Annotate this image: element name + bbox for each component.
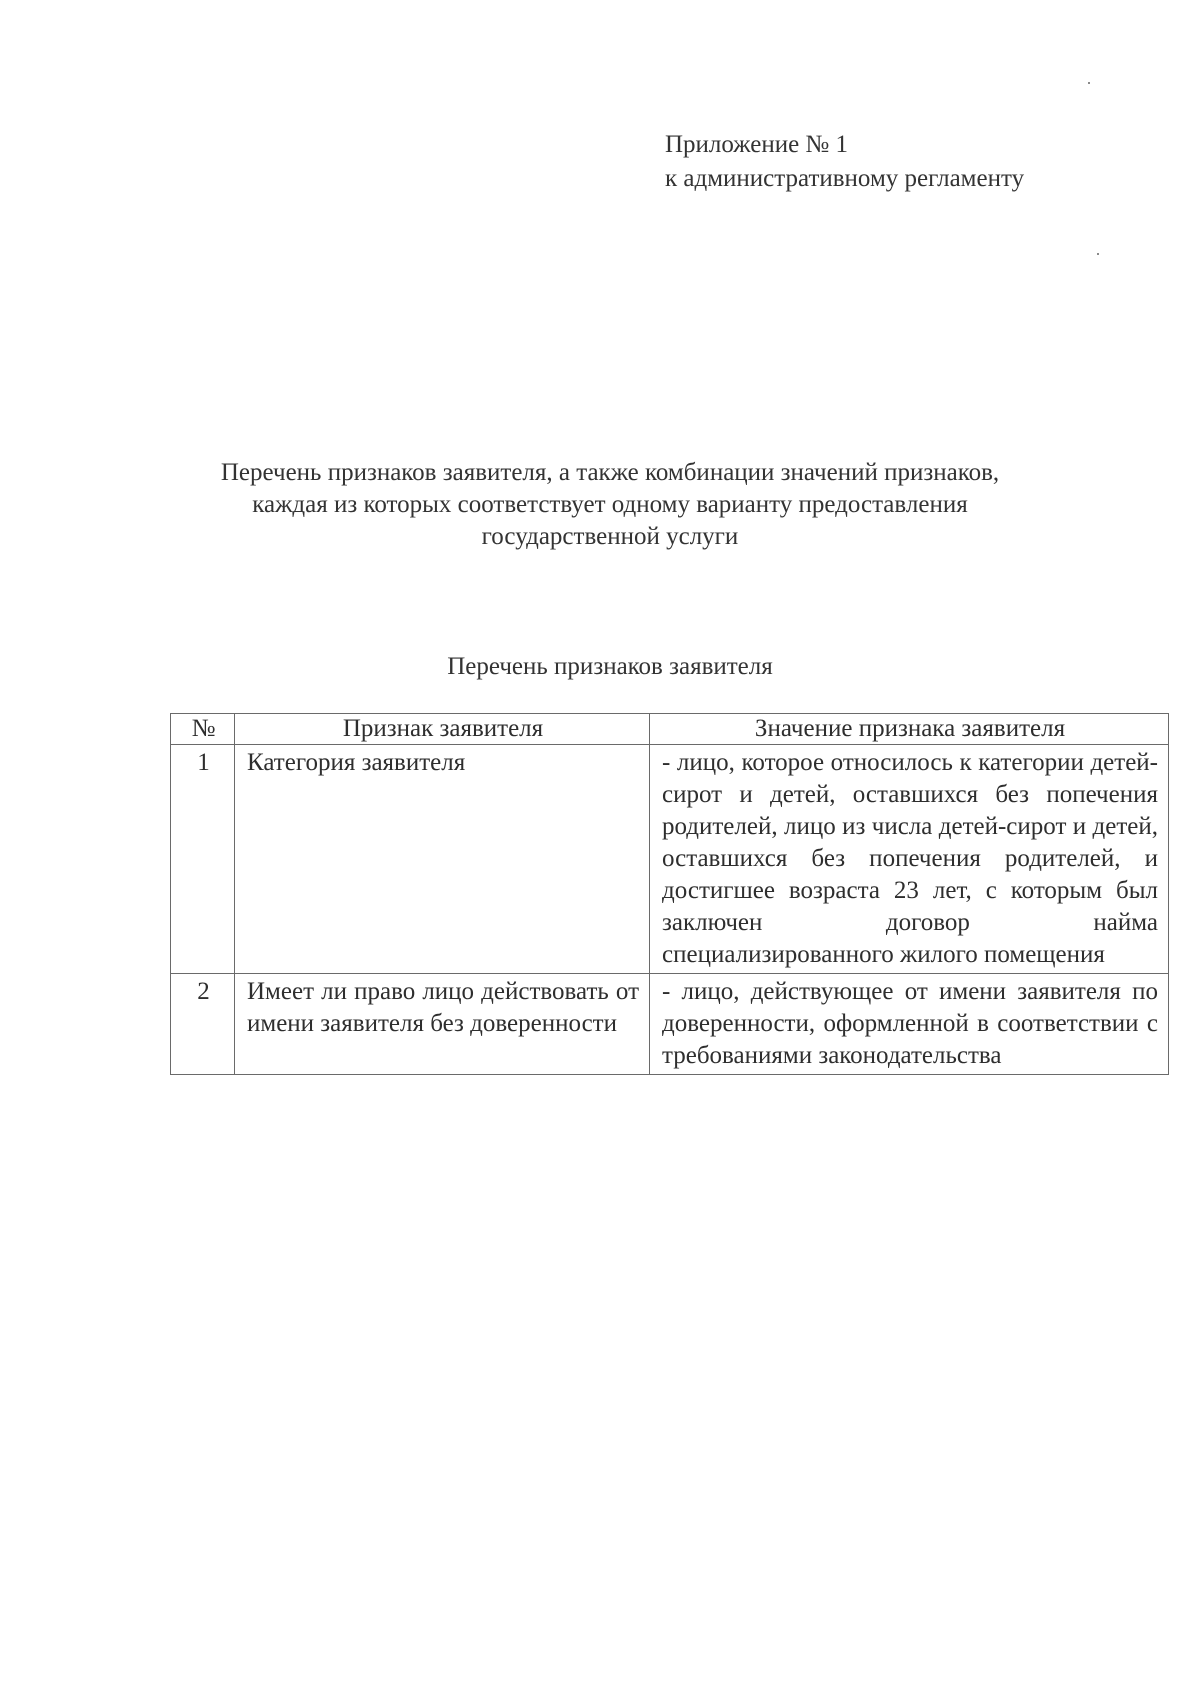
applicant-criteria-table [170, 713, 1169, 1075]
table-caption: Перечень признаков заявителя [447, 653, 773, 680]
header-sign-value: Значение признака заявителя [650, 714, 1169, 745]
title-line-1: Перечень признаков заявителя, а также комбинации значений признаков, [220, 459, 1000, 486]
row-number: 1 [171, 745, 235, 974]
scan-speck [1097, 253, 1099, 255]
scan-speck [1088, 82, 1090, 84]
document-title [180, 457, 1040, 553]
appendix-header [665, 128, 1024, 196]
table-row [171, 974, 1169, 1075]
header-applicant-sign: Признак заявителя [235, 714, 650, 745]
header-number: № [171, 714, 235, 745]
row-applicant-sign: Категория заявителя [235, 745, 650, 974]
appendix-reference: к административному регламенту [665, 165, 1025, 192]
title-line-3: государственной услуги [481, 523, 739, 550]
table-row [171, 745, 1169, 974]
title-line-2: каждая из которых соответствует одному варианту предоставления [252, 491, 968, 518]
row-sign-value: - лицо, действующее от имени заявителя по доверенности, оформленной в соответствии с требованиями законодательства [650, 974, 1169, 1075]
appendix-number: Приложение № 1 [665, 131, 849, 158]
table-header-row [171, 714, 1169, 745]
row-applicant-sign: Имеет ли право лицо действовать от имени заявителя без доверенности [235, 974, 650, 1075]
row-sign-value: - лицо, которое относилось к категории детей-сирот и детей, оставшихся без попечения родителей, лицо из числа детей-сирот и детей, оставшихся без попечения родителей, и достигшее возраста 23 лет, с которым был заключен договор найма специализированного жилого помещения [650, 745, 1169, 974]
row-number: 2 [171, 974, 235, 1075]
